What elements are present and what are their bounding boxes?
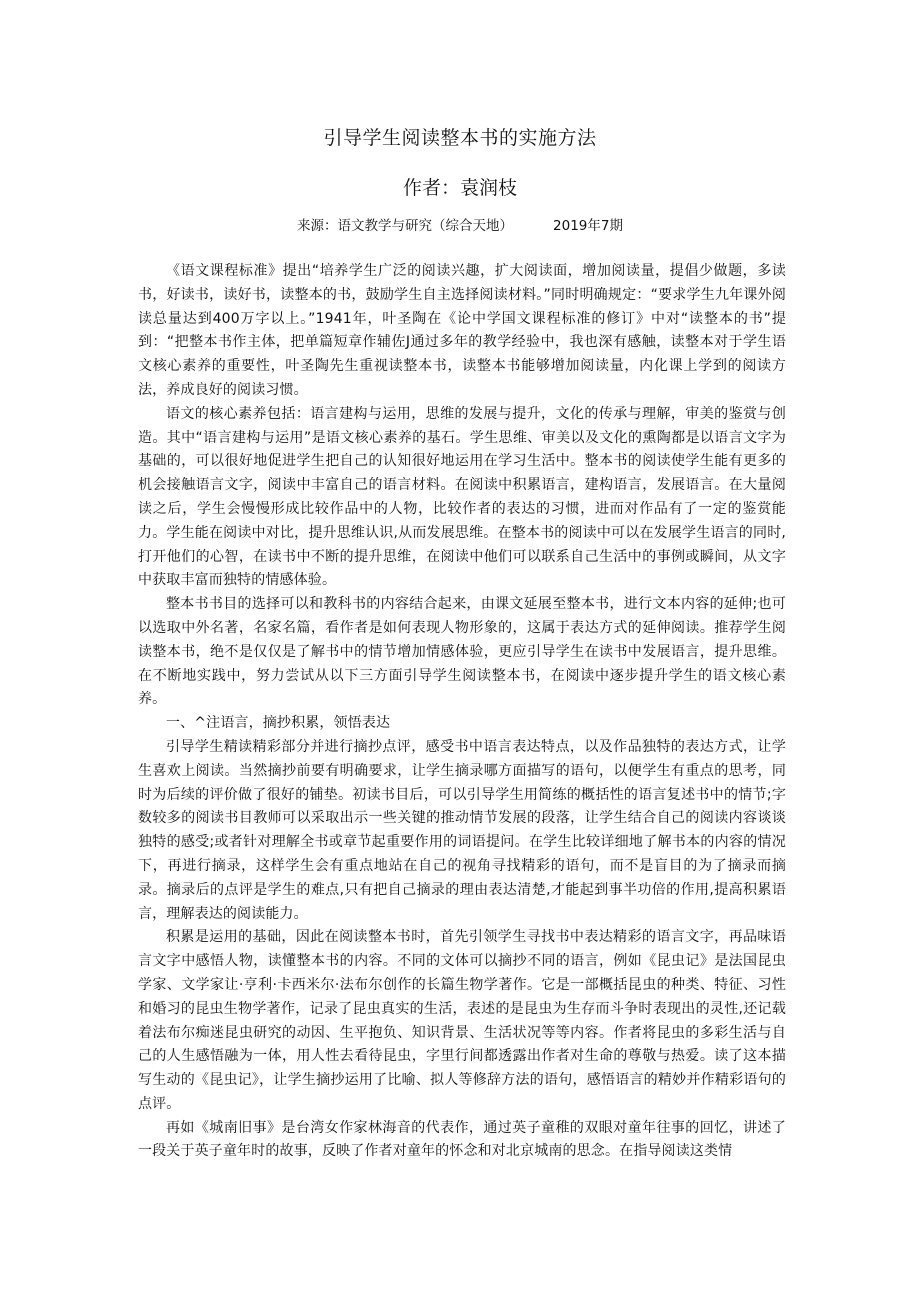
section-heading: 一、^注语言，摘抄积累，领悟表达: [166, 715, 391, 732]
paragraph: 再如《城南旧事》是台湾女作家林海音的代表作，通过英子童稚的双眼对童年往事的回忆，讲述了一段关于英子童年时的故事，反映了作者对童年的怀念和对北京城南的思念。在指导阅读这类情: [138, 1119, 786, 1160]
paragraph: 整本书书目的选择可以和教科书的内容结合起来，由课文延展至整本书，进行文本内容的延伸;也可以选取中外名著，名家名篇，看作者是如何表现人物形象的，这属于表达方式的延伸阅读。推荐学生阅读整本书，绝不是仅仅是了解书中的情节增加情感体验，更应引导学生在读书中发展语言，提升思维。在不断地实践中，努力尝试从以下三方面引导学生阅读整本书，在阅读中逐步提升学生的语文核心素养。: [138, 596, 786, 708]
paragraph: 《语文课程标准》提出“培养学生广泛的阅读兴趣，扩大阅读面，增加阅读量，提倡少做题，多读书，好读书，读好书，读整本的书，鼓励学生自主选择阅读材料。”同时明确规定：“要求学生九年课外阅读总量达到400万字以上。”1941年，叶圣陶在《论中学国文课程标准的修订》中对“读整本的书”提到：“把整本书作主体，把单篇短章作辅佐J通过多年的教学经验中，我也深有感触，读整本对于学生语文核心素养的重要性，叶圣陶先生重视读整本书，读整本书能够增加阅读量，内化课上学到的阅读方法，养成良好的阅读习惯。: [138, 263, 786, 398]
source-issue: 2019年7期: [553, 218, 623, 234]
article-source: [0, 215, 920, 237]
article-body: [138, 260, 786, 1164]
article-title: 引导学生阅读整本书的实施方法: [323, 127, 597, 149]
paragraph: 语文的核心素养包括：语言建构与运用，思维的发展与提升，文化的传承与理解，审美的鉴赏与创造。其中“语言建构与运用”是语文核心素养的基石。学生思维、审美以及文化的熏陶都是以语言文字为基础的，可以很好地促进学生把自己的认知很好地运用在学习生活中。整本书的阅读使学生能有更多的机会接触语言文字，阅读中丰富自己的语言材料。在阅读中积累语言，建构语言，发展语言。在大量阅读之后，学生会慢慢形成比较作品中的人物，比较作者的表达的习惯，进而对作品有了一定的鉴赏能力。学生能在阅读中对比，提升思维认识,从而发展思维。在整本书的阅读中可以在发展学生语言的同时,打开他们的心智，在读书中不断的提升思维，在阅读中他们可以联系自己生活中的事例或瞬间，从文字中获取丰富而独特的情感体验。: [138, 405, 786, 589]
paragraph: 积累是运用的基础，因此在阅读整本书时，首先引领学生寻找书中表达精彩的语言文字，再品味语言文字中感悟人物，读懂整本书的内容。不同的文体可以摘抄不同的语言，例如《昆虫记》是法国昆虫学家、文学家让·亨利·卡西米尔·法布尔创作的长篇生物学著作。它是一部概括昆虫的种类、特征、习性和婚习的昆虫生物学著作，记录了昆虫真实的生活，表述的是昆虫为生存而斗争时表现出的灵性,还记载着法布尔痴迷昆虫研究的动因、生平抱负、知识背景、生活状况等等内容。作者将昆虫的多彩生活与自己的人生感悟融为一体，用人性去看待昆虫，字里行间都透露出作者对生命的尊敬与热爱。读了这本描写生动的《昆虫记》，让学生摘抄运用了比喻、拟人等修辞方法的语句，感悟语言的精妙并作精彩语句的点评。: [138, 929, 786, 1112]
article-author: 作者：袁润枝: [402, 177, 517, 199]
paragraph: 引导学生精读精彩部分并进行摘抄点评，感受书中语言表达特点，以及作品独特的表达方式，让学生喜欢上阅读。当然摘抄前要有明确要求，让学生摘录哪方面描写的语句，以便学生有重点的思考，同时为后续的评价做了很好的铺垫。初读书目后，可以引导学生用简练的概括性的语言复述书中的情节;字数较多的阅读书目教师可以采取出示一些关键的推动情节发展的段落，让学生结合自己的阅读内容谈谈独特的感受;或者针对理解全书或章节起重要作用的词语提问。在学生比较详细地了解书本的内容的情况下，再进行摘录，这样学生会有重点地站在自己的视角寻找精彩的语句，而不是盲目的为了摘录而摘录。摘录后的点评是学生的难点,只有把自己摘录的理由表达清楚,才能起到事半功倍的作用,提高积累语言，理解表达的阅读能力。: [138, 738, 786, 922]
source-publication: 来源：语文教学与研究（综合天地）: [297, 218, 514, 234]
